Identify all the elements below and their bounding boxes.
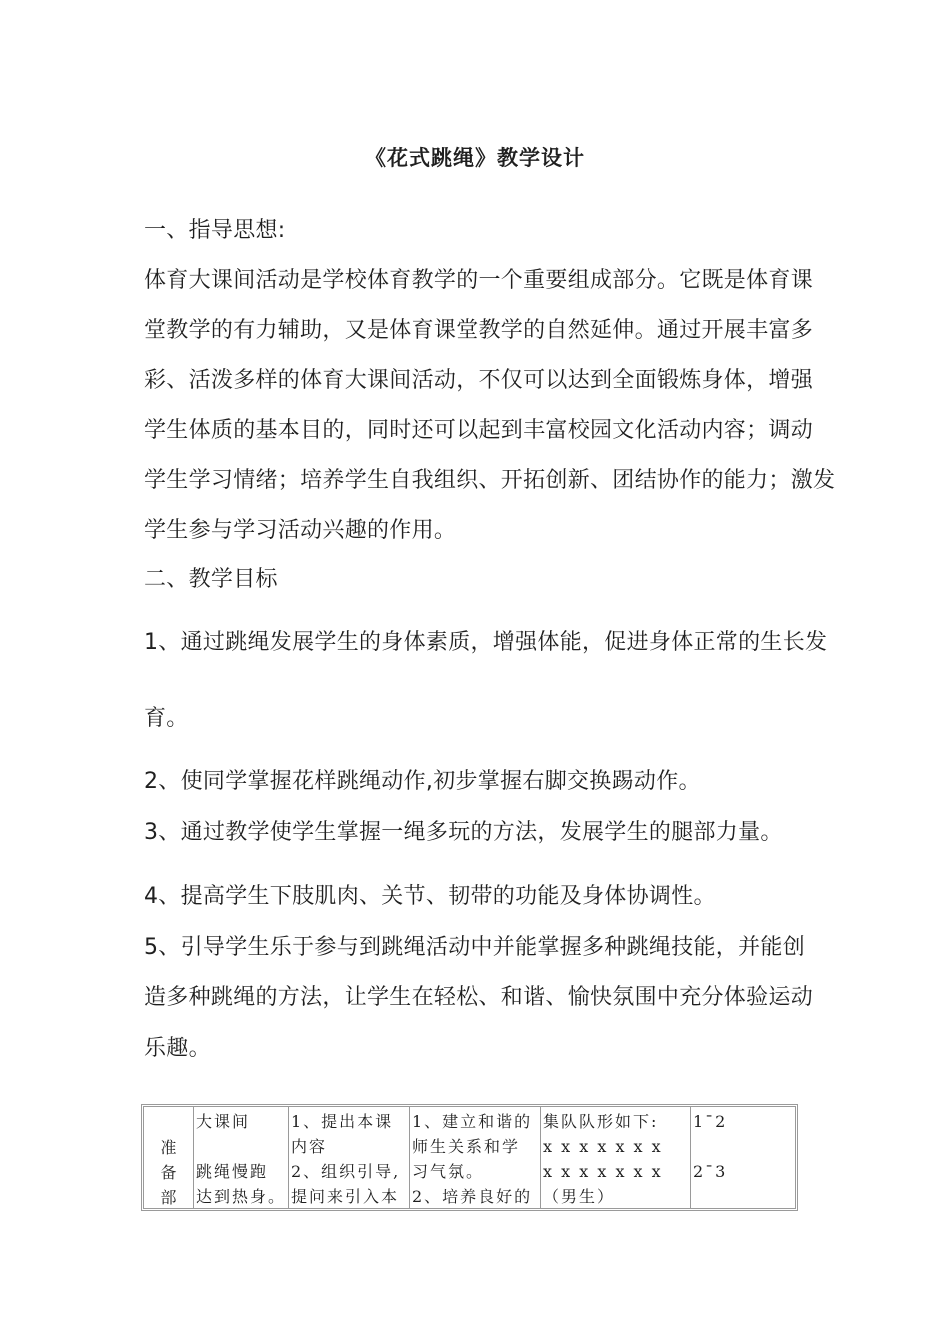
table-text: 2、组织引导, (291, 1162, 401, 1181)
paragraph-line: 学生学习情绪；培养学生自我组织、开拓创新、团结协作的能力；激发 (144, 468, 836, 493)
paragraph-line: 彩、活泼多样的体育大课间活动，不仅可以达到全面锻炼身体，增强 (144, 368, 814, 393)
goal-5-line-3: 乐趣。 (144, 1036, 211, 1061)
table-text: 达到热身。 (196, 1187, 287, 1206)
table-text: 1、提出本课 (291, 1112, 394, 1131)
table-text: 师生关系和学 (412, 1137, 521, 1156)
table-text (196, 1134, 288, 1159)
table-text: 大课间 (196, 1112, 251, 1131)
table-text: 集队队形如下: (543, 1112, 659, 1131)
table-cell-teacher-activity (289, 1107, 410, 1208)
table-text: 准 (160, 1138, 179, 1157)
table-cell-stage (144, 1107, 194, 1208)
paragraph-line: 体育大课间活动是学校体育教学的一个重要组成部分。它既是体育课 (144, 268, 814, 293)
table-cell-time (691, 1107, 795, 1208)
table-text: 1、建立和谐的 (412, 1112, 533, 1131)
table-text (693, 1184, 795, 1208)
table-text: 1¯2 (693, 1112, 728, 1131)
paragraph-line: 学生参与学习活动兴趣的作用。 (144, 518, 457, 543)
table-text: 内容 (291, 1137, 328, 1156)
table-text: 提问来引入本 (291, 1187, 400, 1206)
section-heading-guiding-ideology: 一、指导思想: (144, 218, 286, 243)
table-text: 备 (160, 1163, 179, 1182)
goal-4: 4、提高学生下肢肌肉、关节、韧带的功能及身体协调性。 (144, 884, 716, 909)
table-text: 2¯3 (693, 1162, 728, 1181)
lesson-plan-table (141, 1104, 798, 1211)
table-cell-content (194, 1107, 289, 1208)
table-text: 部 (160, 1188, 179, 1207)
paragraph-line: 堂教学的有力辅助，又是体育课堂教学的自然延伸。通过开展丰富多 (144, 318, 814, 343)
table-text: 习气氛。 (412, 1162, 485, 1181)
goal-3: 3、通过教学使学生掌握一绳多玩的方法，发展学生的腿部力量。 (144, 820, 783, 845)
table-text: （男生） (543, 1187, 616, 1206)
section-heading-teaching-goals: 二、教学目标 (144, 567, 278, 592)
table-cell-goals (410, 1107, 541, 1208)
goal-1-line-1: 1、通过跳绳发展学生的身体素质，增强体能，促进身体正常的生长发 (144, 630, 828, 655)
table-text: 跳绳慢跑 (196, 1162, 269, 1181)
goal-5-line-2: 造多种跳绳的方法，让学生在轻松、和谐、愉快氛围中充分体验运动 (144, 985, 814, 1010)
goal-1-line-2: 育。 (144, 706, 189, 731)
paragraph-line: 学生体质的基本目的，同时还可以起到丰富校园文化活动内容；调动 (144, 418, 814, 443)
table-cell-formation (541, 1107, 691, 1208)
table-text: x x x x x x x (543, 1162, 663, 1181)
table-text: 2、培养良好的 (412, 1187, 533, 1206)
document-title: 《花式跳绳》教学设计 (365, 146, 585, 170)
table-text: x x x x x x x (543, 1137, 663, 1156)
table-text (693, 1134, 795, 1159)
goal-5-line-1: 5、引导学生乐于参与到跳绳活动中并能掌握多种跳绳技能，并能创 (144, 935, 805, 960)
goal-2: 2、使同学掌握花样跳绳动作,初步掌握右脚交换踢动作。 (144, 769, 701, 794)
